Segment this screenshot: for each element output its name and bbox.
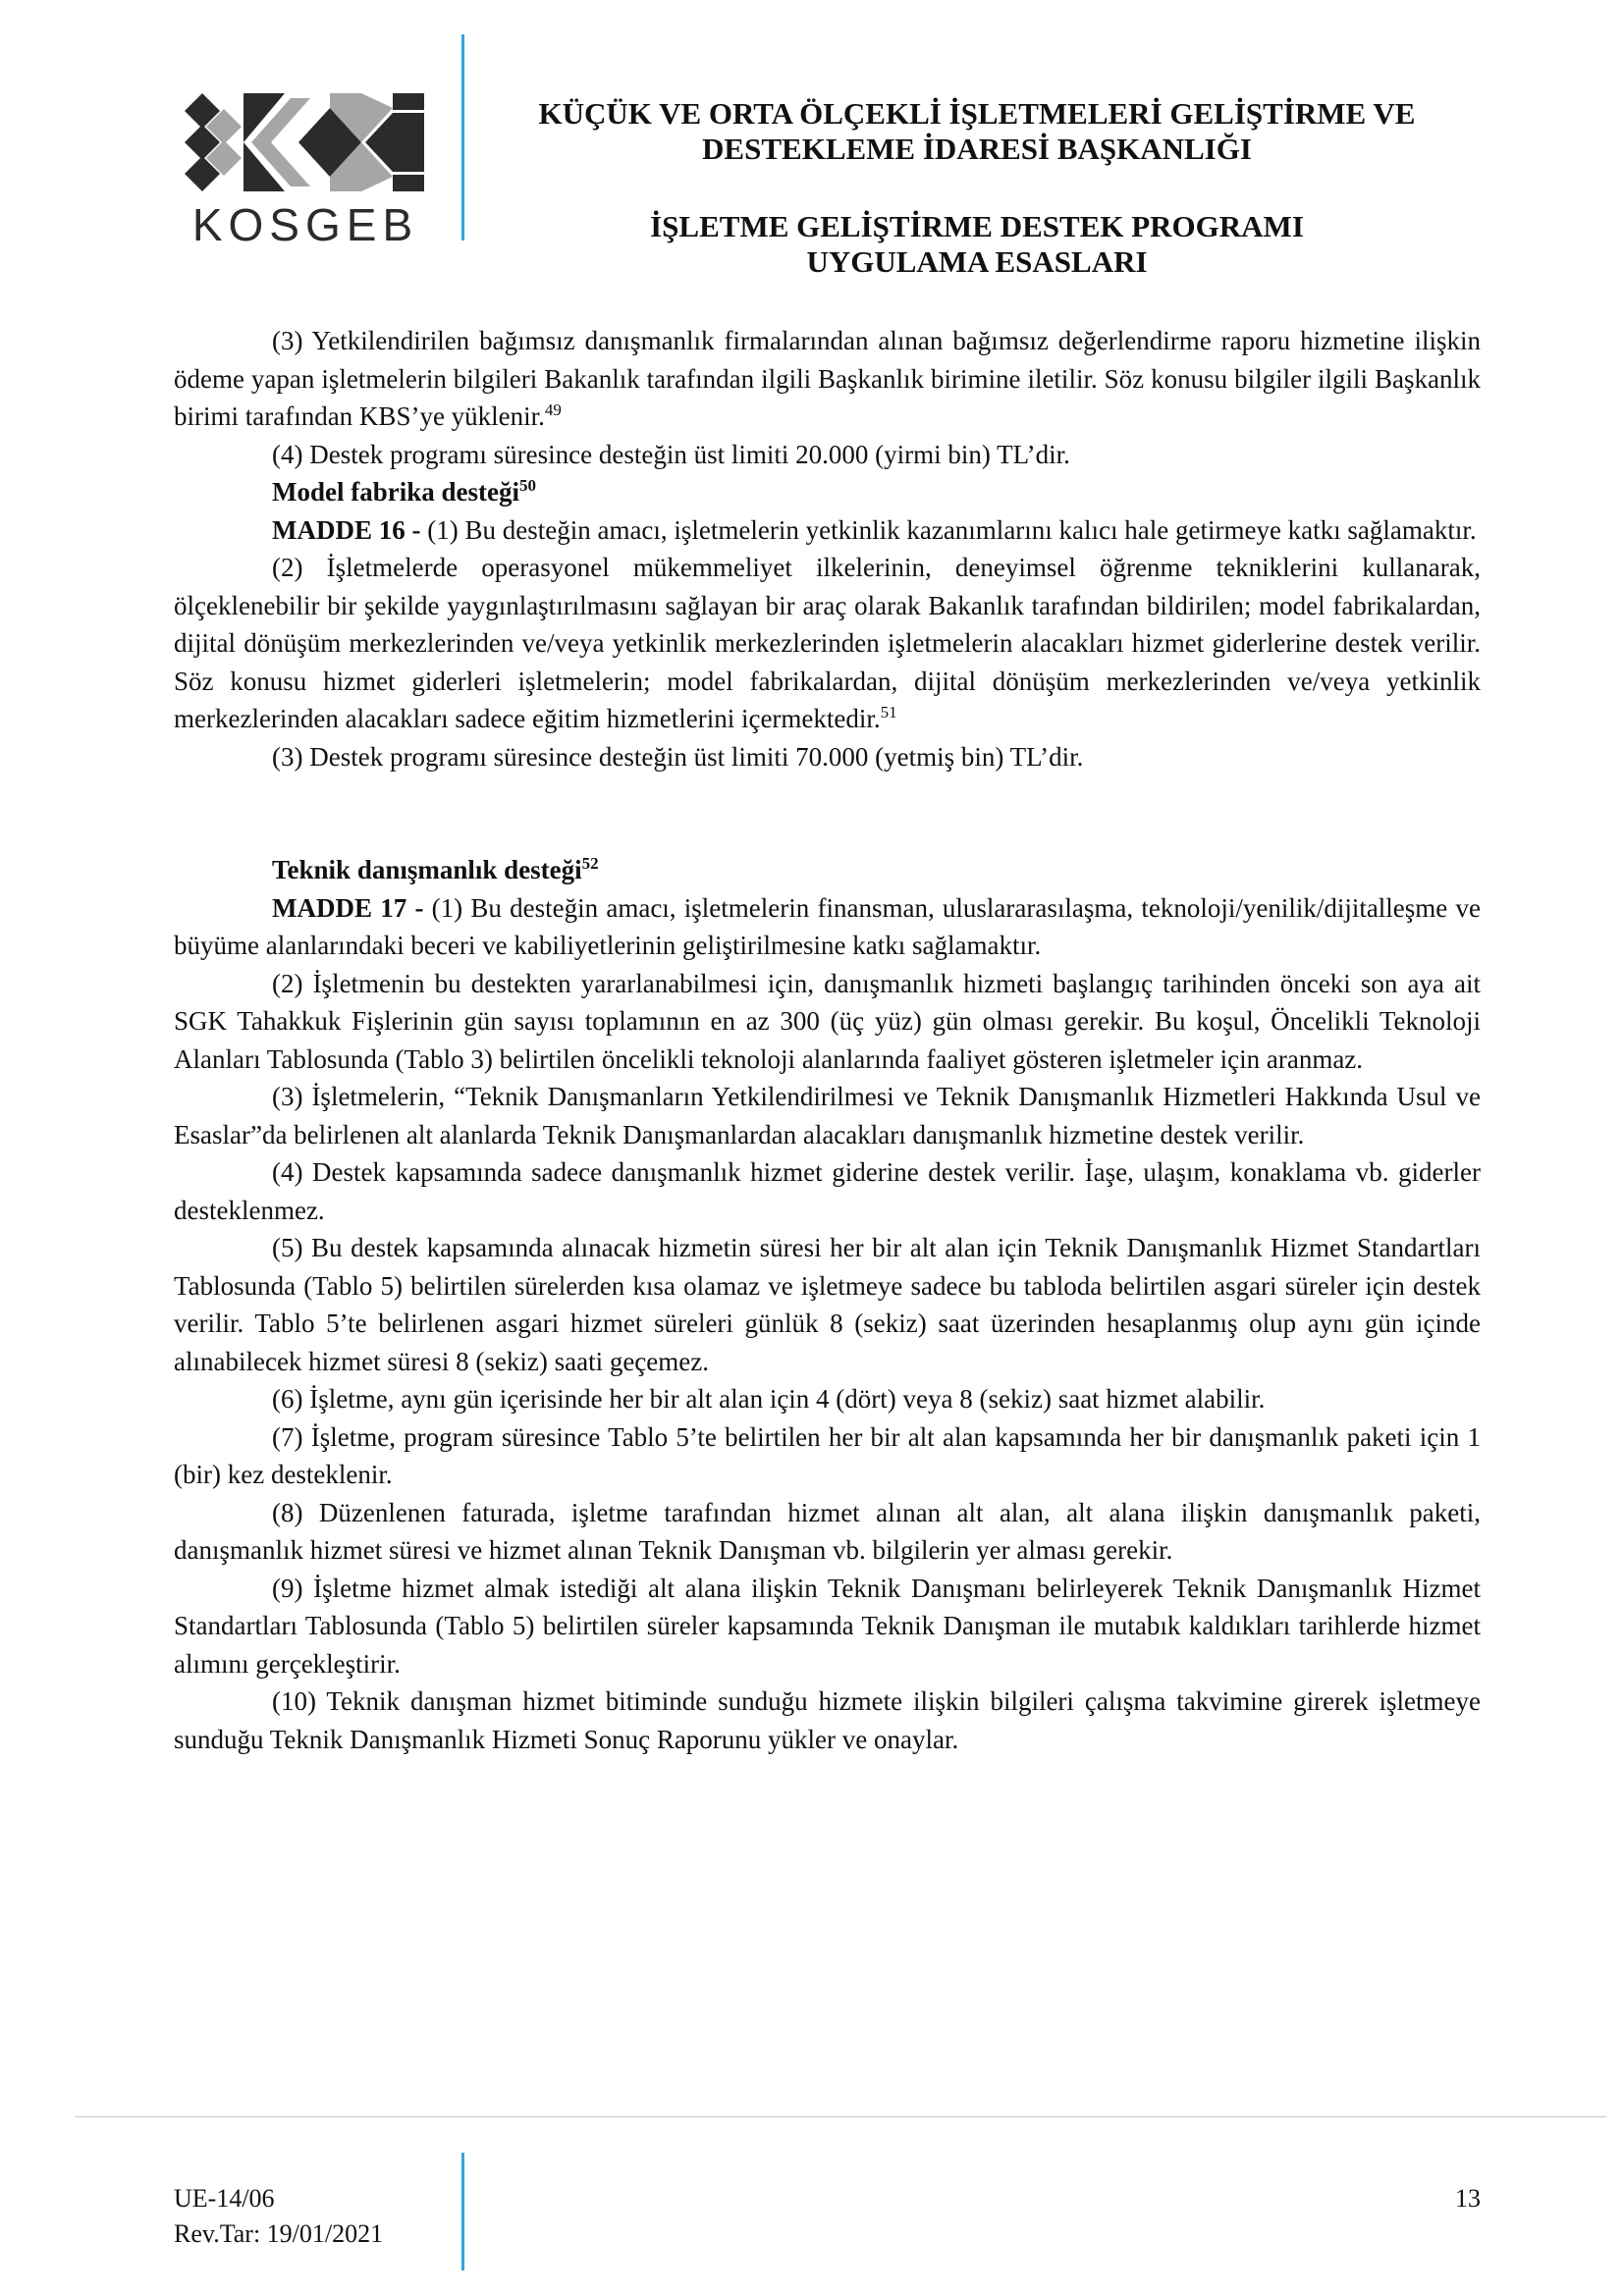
paragraph-6-gunluk-hizmet: (6) İşletme, aynı gün içerisinde her bir alt alan için 4 (dört) veya 8 (sekiz) saat hizmet alabilir. [272,1384,1266,1414]
footer-divider [75,2116,1606,2117]
paragraph-2-operasyonel [174,549,1481,738]
heading-text: Teknik danışmanlık desteği [272,855,582,884]
paragraph-10-sonuc-raporu: (10) Teknik danışman hizmet bitiminde sunduğu hizmete ilişkin bilgileri çalışma takvimine girerek işletmeye sunduğu Teknik Danışmanlık Hizmeti Sonuç Raporunu yükler ve onaylar. [174,1686,1481,1754]
organization-title-line-1: KÜÇÜK VE ORTA ÖLÇEKLİ İŞLETMELERİ GELİŞTİRME VE [538,96,1416,131]
footnote-ref-51[interactable]: 51 [880,703,897,721]
paragraph-2-sgk: (2) İşletmenin bu destekten yararlanabilmesi için, danışmanlık hizmeti başlangıç tarihinden önceki son aya ait SGK Tahakkuk Fişlerinin gün sayısı toplamının en az 300 (üç yüz) gün olması gerekir. Bu koşul, Öncelikli Teknoloji Alanları Tablosunda (Tablo 3) belirtilen öncelikli teknoloji alanlarında faaliyet gösteren işletmeler için aranmaz. [174,968,1481,1074]
paragraph-8-fatura: (8) Düzenlenen faturada, işletme tarafından hizmet alınan alt alan, alt alana ilişkin danışmanlık paketi, danışmanlık hizmet süresi ve hizmet alınan Teknik Danışman vb. bilgilerin yer alması gerekir. [174,1497,1481,1565]
paragraph-3-ust-limit: (3) Destek programı süresince desteğin üst limiti 70.000 (yetmiş bin) TL’dir. [272,741,1084,772]
footnote-ref-49[interactable]: 49 [544,400,562,419]
madde-16-text: (1) Bu desteğin amacı, işletmelerin yetkinlik kazanımlarını kalıcı hale getirmeye katkı sağlamaktır. [420,514,1477,545]
program-title [481,209,1473,280]
organization-title [481,96,1473,167]
heading-text: Model fabrika desteği [272,477,519,507]
logo-wordmark: KOSGEB [191,199,419,250]
kosgeb-logo [183,88,428,250]
footer-accent-line [461,2153,464,2270]
paragraph-3-alt-alanlar: (3) İşletmelerin, “Teknik Danışmanların Yetkilendirilmesi ve Teknik Danışmanlık Hizmetleri Hakkında Usul ve Esaslar”da belirlenen alt alanlarda Teknik Danışmanlardan alacakları danışmanlık hizmetine destek verilir. [174,1082,1481,1149]
paragraph-3-bagimsiz-degerlendirme [174,322,1481,436]
paragraph-9-hizmet-alimi: (9) İşletme hizmet almak istediği alt alana ilişkin Teknik Danışmanı belirleyerek Teknik Danışmanlık Hizmet Standartları Tablosunda (Tablo 5) belirtilen süreler kapsamında Teknik Danışman ile mutabık kaldıkları tarihlerde hizmet alımını gerçekleştirir. [174,1573,1481,1679]
document-code: UE-14/06 [174,2184,275,2213]
madde-16-paragraph [174,511,1481,550]
section-heading-model-fabrika [174,473,1481,511]
madde-16-label: MADDE 16 - [272,514,421,545]
paragraph-text: (3) Yetkilendirilen bağımsız danışmanlık firmalarından alınan bağımsız değerlendirme raporu hizmetine ilişkin ödeme yapan işletmelerin bilgileri Bakanlık tarafından ilgili Başkanlık birimine iletilir. Söz konusu bilgiler ilgili Başkanlık birimi tarafından KBS’ye yüklenir. [174,326,1481,431]
organization-title-line-2: DESTEKLEME İDARESİ BAŞKANLIĞI [702,132,1252,166]
document-body [174,322,1481,1758]
header-divider [461,34,464,240]
program-title-line-2: UYGULAMA ESASLARI [806,244,1148,279]
revision-date: Rev.Tar: 19/01/2021 [174,2219,384,2248]
madde-17-text: (1) Bu desteğin amacı, işletmelerin finansman, uluslararasılaşma, teknoloji/yenilik/dijitalleşme ve büyüme alanlarındaki beceri ve kabiliyetlerinin geliştirilmesine katkı sağlamaktır. [174,892,1482,960]
paragraph-4-ust-limit: (4) Destek programı süresince desteğin üst limiti 20.000 (yirmi bin) TL’dir. [272,439,1070,469]
section-heading-teknik-danismanlik [174,851,1481,889]
paragraph-7-paket: (7) İşletme, program süresince Tablo 5’te belirtilen her bir alt alan kapsamında her bir danışmanlık paketi için 1 (bir) kez desteklenir. [174,1421,1481,1489]
paragraph-text: (2) İşletmelerde operasyonel mükemmeliyet ilkelerinin, deneyimsel öğrenme tekniklerini kullanarak, ölçeklenebilir bir şekilde yaygınlaştırılmasını sağlayan bir araç olarak Bakanlık tarafından bildirilen; model fabrikalardan, dijital dönüşüm merkezlerinden ve/veya yetkinlik merkezlerinden işletmelerin alacakları hizmet giderlerine destek verilir. Söz konusu hizmet giderleri işletmelerin; model fabrikalardan, dijital dönüşüm merkezlerinden ve/veya yetkinlik merkezlerinden alacakları sadece eğitim hizmetlerini içermektedir. [174,553,1481,733]
paragraph-4-hizmet-gideri: (4) Destek kapsamında sadece danışmanlık hizmet giderine destek verilir. İaşe, ulaşım, konaklama vb. giderler desteklenmez. [174,1157,1481,1225]
madde-17-label: MADDE 17 - [272,892,424,923]
paragraph-5-hizmet-suresi: (5) Bu destek kapsamında alınacak hizmetin süresi her bir alt alan için Teknik Danışmanlık Hizmet Standartları Tablosunda (Tablo 5) belirtilen sürelerden kısa olamaz ve işletmeye sadece bu tabloda belirtilen asgari süreler için destek verilir. Tablo 5’te belirlenen asgari hizmet süreleri günlük 8 (sekiz) saat üzerinden hesaplanmış olup aynı gün içinde alınabilecek hizmet süresi 8 (sekiz) saati geçemez. [174,1233,1481,1376]
footnote-ref-52[interactable]: 52 [581,854,599,873]
page-number: 13 [1455,2184,1481,2213]
madde-17-paragraph [174,889,1481,965]
footer-document-info [174,2181,383,2252]
program-title-line-1: İŞLETME GELİŞTİRME DESTEK PROGRAMI [650,209,1304,243]
footnote-ref-50[interactable]: 50 [518,476,536,495]
kosgeb-logo-mark [183,88,428,196]
